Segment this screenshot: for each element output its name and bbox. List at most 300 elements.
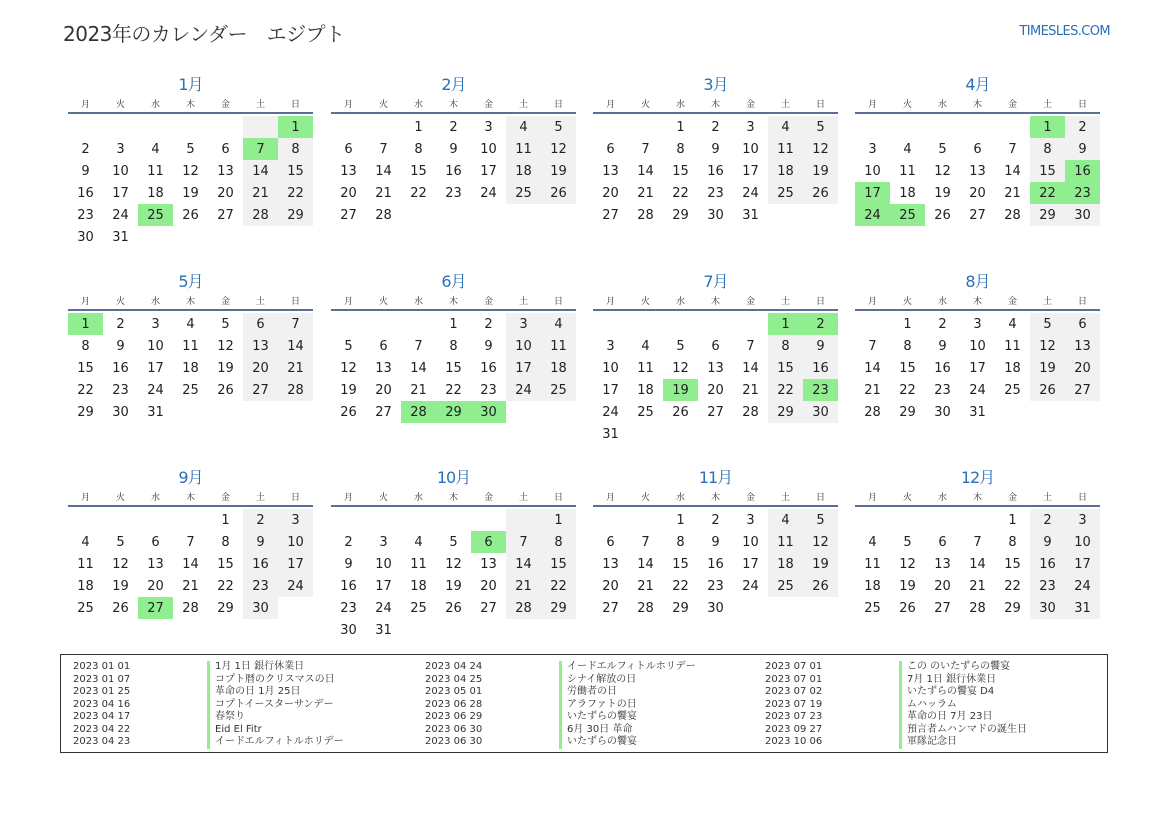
day-cell[interactable]: 28 <box>1004 207 1021 223</box>
holiday-day-cell[interactable]: 1 <box>1030 116 1065 138</box>
day-cell[interactable]: 2 <box>344 534 353 550</box>
day-cell[interactable]: 9 <box>711 534 720 550</box>
day-cell[interactable]: 30 <box>707 600 724 616</box>
day-cell[interactable]: 11 <box>1004 338 1021 354</box>
day-cell[interactable]: 28 <box>182 600 199 616</box>
day-cell[interactable]: 7 <box>746 338 755 354</box>
day-cell[interactable]: 15 <box>1030 160 1065 182</box>
day-cell[interactable]: 30 <box>1065 204 1100 226</box>
day-cell[interactable]: 28 <box>637 600 654 616</box>
day-cell[interactable]: 27 <box>217 207 234 223</box>
day-cell[interactable]: 9 <box>938 338 947 354</box>
day-cell[interactable]: 21 <box>864 382 881 398</box>
day-cell[interactable]: 20 <box>340 185 357 201</box>
day-cell[interactable]: 21 <box>637 185 654 201</box>
day-cell[interactable]: 22 <box>672 185 689 201</box>
day-cell[interactable]: 13 <box>340 163 357 179</box>
day-cell[interactable]: 24 <box>602 404 619 420</box>
day-cell[interactable]: 9 <box>803 335 838 357</box>
day-cell[interactable]: 17 <box>742 163 759 179</box>
day-cell[interactable]: 30 <box>934 404 951 420</box>
day-cell[interactable]: 26 <box>899 600 916 616</box>
day-cell[interactable]: 26 <box>445 600 462 616</box>
day-cell[interactable]: 21 <box>410 382 427 398</box>
day-cell[interactable]: 6 <box>151 534 160 550</box>
day-cell[interactable]: 4 <box>506 116 541 138</box>
day-cell[interactable]: 31 <box>112 229 129 245</box>
day-cell[interactable]: 28 <box>278 379 313 401</box>
day-cell[interactable]: 13 <box>217 163 234 179</box>
day-cell[interactable]: 25 <box>768 182 803 204</box>
day-cell[interactable]: 15 <box>1004 556 1021 572</box>
day-cell[interactable]: 9 <box>484 338 493 354</box>
day-cell[interactable]: 5 <box>803 116 838 138</box>
day-cell[interactable]: 15 <box>768 357 803 379</box>
day-cell[interactable]: 18 <box>864 578 881 594</box>
day-cell[interactable]: 26 <box>672 404 689 420</box>
day-cell[interactable]: 25 <box>864 600 881 616</box>
day-cell[interactable]: 15 <box>278 160 313 182</box>
day-cell[interactable]: 11 <box>182 338 199 354</box>
day-cell[interactable]: 24 <box>742 185 759 201</box>
day-cell[interactable]: 12 <box>672 360 689 376</box>
holiday-day-cell[interactable]: 24 <box>855 204 890 226</box>
day-cell[interactable]: 15 <box>672 163 689 179</box>
day-cell[interactable]: 13 <box>1065 335 1100 357</box>
day-cell[interactable]: 7 <box>278 313 313 335</box>
day-cell[interactable]: 3 <box>151 316 160 332</box>
day-cell[interactable]: 5 <box>186 141 195 157</box>
day-cell[interactable]: 22 <box>672 578 689 594</box>
day-cell[interactable]: 25 <box>182 382 199 398</box>
day-cell[interactable]: 4 <box>768 509 803 531</box>
day-cell[interactable]: 3 <box>506 313 541 335</box>
day-cell[interactable]: 31 <box>375 622 392 638</box>
day-cell[interactable]: 30 <box>803 401 838 423</box>
day-cell[interactable]: 19 <box>112 578 129 594</box>
day-cell[interactable]: 13 <box>375 360 392 376</box>
day-cell[interactable]: 25 <box>1004 382 1021 398</box>
day-cell[interactable]: 18 <box>637 382 654 398</box>
day-cell[interactable]: 20 <box>1065 357 1100 379</box>
day-cell[interactable]: 13 <box>969 163 986 179</box>
day-cell[interactable]: 8 <box>768 335 803 357</box>
day-cell[interactable]: 25 <box>410 600 427 616</box>
day-cell[interactable]: 27 <box>602 207 619 223</box>
day-cell[interactable]: 4 <box>186 316 195 332</box>
day-cell[interactable]: 17 <box>480 163 497 179</box>
day-cell[interactable]: 30 <box>77 229 94 245</box>
day-cell[interactable]: 12 <box>340 360 357 376</box>
day-cell[interactable]: 27 <box>480 600 497 616</box>
day-cell[interactable]: 14 <box>243 160 278 182</box>
day-cell[interactable]: 17 <box>278 553 313 575</box>
day-cell[interactable]: 28 <box>864 404 881 420</box>
holiday-day-cell[interactable]: 6 <box>471 531 506 553</box>
day-cell[interactable]: 6 <box>221 141 230 157</box>
holiday-day-cell[interactable]: 1 <box>278 116 313 138</box>
day-cell[interactable]: 9 <box>1030 531 1065 553</box>
day-cell[interactable]: 7 <box>641 141 650 157</box>
holiday-day-cell[interactable]: 1 <box>68 313 103 335</box>
day-cell[interactable]: 30 <box>243 597 278 619</box>
day-cell[interactable]: 10 <box>278 531 313 553</box>
day-cell[interactable]: 14 <box>637 163 654 179</box>
holiday-day-cell[interactable]: 30 <box>471 401 506 423</box>
day-cell[interactable]: 3 <box>746 512 755 528</box>
day-cell[interactable]: 22 <box>77 382 94 398</box>
day-cell[interactable]: 6 <box>606 141 615 157</box>
day-cell[interactable]: 9 <box>1065 138 1100 160</box>
day-cell[interactable]: 7 <box>868 338 877 354</box>
day-cell[interactable]: 11 <box>637 360 654 376</box>
day-cell[interactable]: 4 <box>414 534 423 550</box>
day-cell[interactable]: 19 <box>1030 357 1065 379</box>
holiday-day-cell[interactable]: 29 <box>436 401 471 423</box>
day-cell[interactable]: 17 <box>969 360 986 376</box>
day-cell[interactable]: 18 <box>77 578 94 594</box>
day-cell[interactable]: 10 <box>742 141 759 157</box>
day-cell[interactable]: 6 <box>344 141 353 157</box>
day-cell[interactable]: 3 <box>278 509 313 531</box>
day-cell[interactable]: 3 <box>606 338 615 354</box>
day-cell[interactable]: 16 <box>243 553 278 575</box>
day-cell[interactable]: 14 <box>1004 163 1021 179</box>
day-cell[interactable]: 10 <box>480 141 497 157</box>
day-cell[interactable]: 19 <box>340 382 357 398</box>
day-cell[interactable]: 21 <box>243 182 278 204</box>
day-cell[interactable]: 24 <box>742 578 759 594</box>
day-cell[interactable]: 8 <box>221 534 230 550</box>
day-cell[interactable]: 5 <box>903 534 912 550</box>
day-cell[interactable]: 3 <box>868 141 877 157</box>
day-cell[interactable]: 11 <box>506 138 541 160</box>
day-cell[interactable]: 24 <box>147 382 164 398</box>
day-cell[interactable]: 10 <box>506 335 541 357</box>
day-cell[interactable]: 20 <box>602 578 619 594</box>
day-cell[interactable]: 10 <box>864 163 881 179</box>
day-cell[interactable]: 15 <box>541 553 576 575</box>
day-cell[interactable]: 30 <box>340 622 357 638</box>
day-cell[interactable]: 16 <box>1030 553 1065 575</box>
day-cell[interactable]: 29 <box>768 401 803 423</box>
day-cell[interactable]: 9 <box>344 556 353 572</box>
day-cell[interactable]: 18 <box>147 185 164 201</box>
day-cell[interactable]: 10 <box>969 338 986 354</box>
holiday-day-cell[interactable]: 19 <box>663 379 698 401</box>
day-cell[interactable]: 27 <box>602 600 619 616</box>
day-cell[interactable]: 19 <box>899 578 916 594</box>
day-cell[interactable]: 6 <box>938 534 947 550</box>
day-cell[interactable]: 10 <box>1065 531 1100 553</box>
day-cell[interactable]: 8 <box>903 338 912 354</box>
day-cell[interactable]: 13 <box>480 556 497 572</box>
day-cell[interactable]: 19 <box>803 160 838 182</box>
day-cell[interactable]: 7 <box>186 534 195 550</box>
day-cell[interactable]: 2 <box>1030 509 1065 531</box>
day-cell[interactable]: 26 <box>803 182 838 204</box>
day-cell[interactable]: 20 <box>934 578 951 594</box>
day-cell[interactable]: 21 <box>969 578 986 594</box>
day-cell[interactable]: 22 <box>445 382 462 398</box>
day-cell[interactable]: 23 <box>243 575 278 597</box>
day-cell[interactable]: 17 <box>112 185 129 201</box>
day-cell[interactable]: 15 <box>217 556 234 572</box>
day-cell[interactable]: 2 <box>243 509 278 531</box>
day-cell[interactable]: 29 <box>899 404 916 420</box>
day-cell[interactable]: 1 <box>676 119 685 135</box>
day-cell[interactable]: 3 <box>484 119 493 135</box>
day-cell[interactable]: 2 <box>484 316 493 332</box>
day-cell[interactable]: 2 <box>449 119 458 135</box>
day-cell[interactable]: 21 <box>742 382 759 398</box>
day-cell[interactable]: 3 <box>379 534 388 550</box>
day-cell[interactable]: 22 <box>899 382 916 398</box>
holiday-day-cell[interactable]: 25 <box>138 204 173 226</box>
holiday-day-cell[interactable]: 17 <box>855 182 890 204</box>
day-cell[interactable]: 8 <box>449 338 458 354</box>
day-cell[interactable]: 21 <box>375 185 392 201</box>
day-cell[interactable]: 2 <box>711 512 720 528</box>
day-cell[interactable]: 17 <box>147 360 164 376</box>
day-cell[interactable]: 30 <box>1030 597 1065 619</box>
day-cell[interactable]: 5 <box>344 338 353 354</box>
day-cell[interactable]: 18 <box>899 185 916 201</box>
day-cell[interactable]: 28 <box>742 404 759 420</box>
day-cell[interactable]: 7 <box>1008 141 1017 157</box>
day-cell[interactable]: 9 <box>711 141 720 157</box>
day-cell[interactable]: 18 <box>1004 360 1021 376</box>
day-cell[interactable]: 7 <box>379 141 388 157</box>
day-cell[interactable]: 13 <box>934 556 951 572</box>
day-cell[interactable]: 4 <box>641 338 650 354</box>
day-cell[interactable]: 30 <box>112 404 129 420</box>
day-cell[interactable]: 12 <box>217 338 234 354</box>
day-cell[interactable]: 21 <box>278 357 313 379</box>
day-cell[interactable]: 4 <box>868 534 877 550</box>
day-cell[interactable]: 17 <box>742 556 759 572</box>
day-cell[interactable]: 24 <box>278 575 313 597</box>
day-cell[interactable]: 14 <box>506 553 541 575</box>
day-cell[interactable]: 13 <box>707 360 724 376</box>
day-cell[interactable]: 25 <box>541 379 576 401</box>
day-cell[interactable]: 14 <box>969 556 986 572</box>
day-cell[interactable]: 25 <box>506 182 541 204</box>
day-cell[interactable]: 26 <box>541 182 576 204</box>
day-cell[interactable]: 5 <box>676 338 685 354</box>
day-cell[interactable]: 27 <box>375 404 392 420</box>
day-cell[interactable]: 3 <box>746 119 755 135</box>
day-cell[interactable]: 4 <box>768 116 803 138</box>
day-cell[interactable]: 5 <box>938 141 947 157</box>
day-cell[interactable]: 5 <box>449 534 458 550</box>
day-cell[interactable]: 20 <box>480 578 497 594</box>
day-cell[interactable]: 2 <box>1065 116 1100 138</box>
day-cell[interactable]: 14 <box>182 556 199 572</box>
day-cell[interactable]: 16 <box>445 163 462 179</box>
day-cell[interactable]: 15 <box>672 556 689 572</box>
day-cell[interactable]: 30 <box>707 207 724 223</box>
day-cell[interactable]: 5 <box>1030 313 1065 335</box>
day-cell[interactable]: 7 <box>973 534 982 550</box>
day-cell[interactable]: 8 <box>676 534 685 550</box>
day-cell[interactable]: 5 <box>541 116 576 138</box>
day-cell[interactable]: 10 <box>742 534 759 550</box>
day-cell[interactable]: 24 <box>506 379 541 401</box>
day-cell[interactable]: 23 <box>707 578 724 594</box>
day-cell[interactable]: 13 <box>602 556 619 572</box>
day-cell[interactable]: 26 <box>340 404 357 420</box>
day-cell[interactable]: 15 <box>410 163 427 179</box>
day-cell[interactable]: 13 <box>602 163 619 179</box>
day-cell[interactable]: 29 <box>672 207 689 223</box>
day-cell[interactable]: 19 <box>934 185 951 201</box>
day-cell[interactable]: 23 <box>480 382 497 398</box>
day-cell[interactable]: 23 <box>445 185 462 201</box>
day-cell[interactable]: 10 <box>602 360 619 376</box>
day-cell[interactable]: 16 <box>934 360 951 376</box>
day-cell[interactable]: 20 <box>707 382 724 398</box>
day-cell[interactable]: 6 <box>973 141 982 157</box>
day-cell[interactable]: 3 <box>973 316 982 332</box>
day-cell[interactable]: 8 <box>541 531 576 553</box>
day-cell[interactable]: 15 <box>445 360 462 376</box>
day-cell[interactable]: 1 <box>676 512 685 528</box>
day-cell[interactable]: 21 <box>637 578 654 594</box>
day-cell[interactable]: 2 <box>938 316 947 332</box>
day-cell[interactable]: 19 <box>217 360 234 376</box>
holiday-day-cell[interactable]: 28 <box>401 401 436 423</box>
day-cell[interactable]: 24 <box>480 185 497 201</box>
day-cell[interactable]: 18 <box>506 160 541 182</box>
day-cell[interactable]: 18 <box>768 553 803 575</box>
day-cell[interactable]: 29 <box>77 404 94 420</box>
day-cell[interactable]: 31 <box>969 404 986 420</box>
day-cell[interactable]: 15 <box>899 360 916 376</box>
day-cell[interactable]: 6 <box>1065 313 1100 335</box>
day-cell[interactable]: 11 <box>768 531 803 553</box>
day-cell[interactable]: 2 <box>711 119 720 135</box>
day-cell[interactable]: 7 <box>641 534 650 550</box>
day-cell[interactable]: 29 <box>1004 600 1021 616</box>
day-cell[interactable]: 5 <box>803 509 838 531</box>
day-cell[interactable]: 23 <box>77 207 94 223</box>
holiday-day-cell[interactable]: 27 <box>138 597 173 619</box>
day-cell[interactable]: 11 <box>147 163 164 179</box>
day-cell[interactable]: 21 <box>506 575 541 597</box>
day-cell[interactable]: 1 <box>221 512 230 528</box>
day-cell[interactable]: 22 <box>768 379 803 401</box>
day-cell[interactable]: 13 <box>243 335 278 357</box>
holiday-day-cell[interactable]: 2 <box>803 313 838 335</box>
day-cell[interactable]: 14 <box>410 360 427 376</box>
day-cell[interactable]: 6 <box>711 338 720 354</box>
day-cell[interactable]: 2 <box>81 141 90 157</box>
day-cell[interactable]: 9 <box>449 141 458 157</box>
day-cell[interactable]: 1 <box>903 316 912 332</box>
day-cell[interactable]: 25 <box>77 600 94 616</box>
day-cell[interactable]: 27 <box>243 379 278 401</box>
day-cell[interactable]: 8 <box>676 141 685 157</box>
day-cell[interactable]: 18 <box>768 160 803 182</box>
day-cell[interactable]: 16 <box>112 360 129 376</box>
day-cell[interactable]: 1 <box>1008 512 1017 528</box>
day-cell[interactable]: 12 <box>445 556 462 572</box>
day-cell[interactable]: 6 <box>379 338 388 354</box>
day-cell[interactable]: 12 <box>182 163 199 179</box>
day-cell[interactable]: 20 <box>375 382 392 398</box>
day-cell[interactable]: 11 <box>768 138 803 160</box>
day-cell[interactable]: 10 <box>375 556 392 572</box>
day-cell[interactable]: 6 <box>243 313 278 335</box>
day-cell[interactable]: 16 <box>707 556 724 572</box>
day-cell[interactable]: 18 <box>410 578 427 594</box>
day-cell[interactable]: 23 <box>934 382 951 398</box>
day-cell[interactable]: 14 <box>278 335 313 357</box>
day-cell[interactable]: 20 <box>217 185 234 201</box>
day-cell[interactable]: 8 <box>1030 138 1065 160</box>
site-logo[interactable]: TIMESLES.COM <box>1019 24 1110 39</box>
day-cell[interactable]: 18 <box>541 357 576 379</box>
day-cell[interactable]: 12 <box>803 531 838 553</box>
day-cell[interactable]: 9 <box>116 338 125 354</box>
day-cell[interactable]: 20 <box>243 357 278 379</box>
day-cell[interactable]: 28 <box>969 600 986 616</box>
day-cell[interactable]: 14 <box>742 360 759 376</box>
day-cell[interactable]: 31 <box>742 207 759 223</box>
holiday-day-cell[interactable]: 23 <box>1065 182 1100 204</box>
day-cell[interactable]: 8 <box>1008 534 1017 550</box>
day-cell[interactable]: 15 <box>77 360 94 376</box>
day-cell[interactable]: 26 <box>1030 379 1065 401</box>
day-cell[interactable]: 24 <box>375 600 392 616</box>
day-cell[interactable]: 3 <box>116 141 125 157</box>
day-cell[interactable]: 10 <box>112 163 129 179</box>
day-cell[interactable]: 17 <box>602 382 619 398</box>
day-cell[interactable]: 27 <box>340 207 357 223</box>
day-cell[interactable]: 6 <box>606 534 615 550</box>
day-cell[interactable]: 22 <box>278 182 313 204</box>
day-cell[interactable]: 19 <box>541 160 576 182</box>
day-cell[interactable]: 5 <box>221 316 230 332</box>
day-cell[interactable]: 25 <box>637 404 654 420</box>
day-cell[interactable]: 26 <box>112 600 129 616</box>
day-cell[interactable]: 12 <box>803 138 838 160</box>
day-cell[interactable]: 2 <box>116 316 125 332</box>
day-cell[interactable]: 31 <box>1065 597 1100 619</box>
day-cell[interactable]: 14 <box>864 360 881 376</box>
day-cell[interactable]: 29 <box>278 204 313 226</box>
day-cell[interactable]: 12 <box>1030 335 1065 357</box>
day-cell[interactable]: 25 <box>768 575 803 597</box>
day-cell[interactable]: 19 <box>182 185 199 201</box>
day-cell[interactable]: 8 <box>278 138 313 160</box>
holiday-day-cell[interactable]: 7 <box>243 138 278 160</box>
day-cell[interactable]: 27 <box>934 600 951 616</box>
day-cell[interactable]: 23 <box>112 382 129 398</box>
day-cell[interactable]: 20 <box>969 185 986 201</box>
day-cell[interactable]: 14 <box>375 163 392 179</box>
day-cell[interactable]: 12 <box>112 556 129 572</box>
day-cell[interactable]: 16 <box>707 163 724 179</box>
day-cell[interactable]: 10 <box>147 338 164 354</box>
day-cell[interactable]: 12 <box>899 556 916 572</box>
day-cell[interactable]: 8 <box>81 338 90 354</box>
day-cell[interactable]: 16 <box>340 578 357 594</box>
day-cell[interactable]: 1 <box>414 119 423 135</box>
day-cell[interactable]: 20 <box>602 185 619 201</box>
day-cell[interactable]: 4 <box>1008 316 1017 332</box>
